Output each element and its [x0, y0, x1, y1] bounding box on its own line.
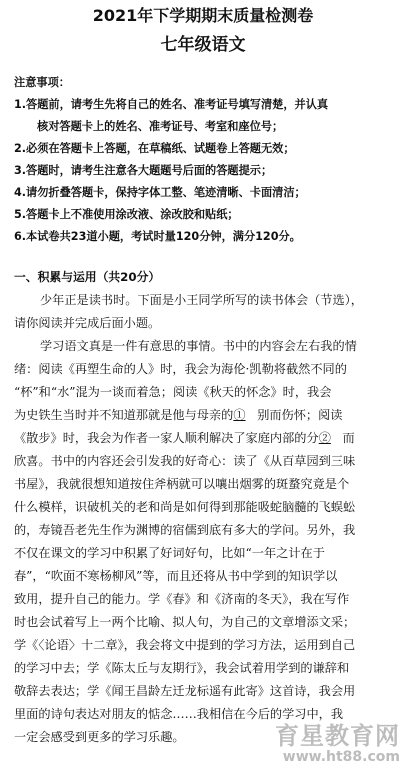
- notice-line-1: 1.答题前，请考生先将自己的姓名、准考证号填写清楚，并认真: [14, 98, 329, 111]
- passage-line: 敬辞去表达；学《闻王昌龄左迁龙标遥有此寄》这首诗，我会用: [14, 684, 356, 698]
- notice-line-5: 5.答题卡上不准使用涂改液、涂改胶和贴纸；: [14, 208, 239, 221]
- passage-line: 春”，“吹面不寒杨柳风”等，而且还将从书中学到的知识学以: [14, 569, 338, 583]
- notice-line-3: 3.答题时，请考生注意各大题题号后面的答题提示；: [14, 164, 273, 177]
- passage-line: 绪：阅读《再塑生命的人》时，我会为海伦·凯勒将截然不同的: [14, 362, 347, 376]
- passage-line: 的学习中去；学《陈太丘与友期行》，我会试着用学到的谦辞和: [14, 661, 350, 675]
- passage-line: 什么模样，识破机关的老和尚是如何得到那能吸蛇脑髓的飞蜈蚣: [14, 500, 356, 514]
- blank-2-space: [331, 431, 343, 445]
- site-watermark: [275, 723, 400, 765]
- passage-text: 别而伤怀；阅读: [257, 408, 343, 422]
- passage-line-with-blank-1: [14, 406, 396, 423]
- watermark-text: 育星教育网: [275, 722, 400, 750]
- blank-1-space: [246, 408, 258, 422]
- passage-text: 而: [342, 431, 355, 445]
- passage-line: 致用，提升自己的能力。学《春》和《济南的冬天》，我在写作: [14, 592, 350, 606]
- passage-line: 学《〈论语〉十二章》，我会将文中提到的学习方法，运用到自己: [14, 638, 356, 652]
- passage-line: 欣喜。书中的内容还会引发我的好奇心：读了《从百草园到三味: [14, 454, 356, 468]
- passage-text: 为史铁生当时并不知道那就是他与母亲的: [14, 408, 234, 422]
- notice-line-1-cont: 核对答题卡上的姓名、准考证号、考室和座位号；: [37, 120, 284, 133]
- notice-line-2: 2.必须在答题卡上答题，在草稿纸、试题卷上答题无效；: [14, 142, 295, 155]
- passage-text: 《散步》时，我会为作者一家人顺利解决了家庭内部的分: [14, 431, 319, 445]
- passage-line: 学习语文真是一件有意思的事情。书中的内容会左右我的情: [40, 339, 357, 353]
- section-intro-2: 请你阅读并完成后面小题。: [14, 316, 161, 330]
- passage-line: “杯”和“水”混为一谈而着急；阅读《秋天的怀念》时，我会: [14, 385, 332, 399]
- notice-line-6: 6.本试卷共23道小题，考试时量120分钟，满分120分。: [14, 230, 301, 243]
- blank-2-marker: ②: [318, 431, 331, 445]
- notice-line-4: 4.请勿折叠答题卡，保持字体工整、笔迹清晰、卡面清洁；: [14, 186, 306, 199]
- exam-title: 2021年下学期期末质量检测卷: [92, 6, 314, 25]
- passage-line: 不仅在课文的学习中积累了好词好句，比如“一年之计在于: [14, 546, 325, 560]
- exam-subject: 七年级语文: [160, 35, 246, 55]
- blank-1-marker: ①: [233, 408, 246, 422]
- section-intro-1: 少年正是读书时。下面是小王同学所写的读书体会（节选），: [40, 293, 363, 307]
- passage-line: 时也会试着写上一两个比喻、拟人句，为自己的文章增添文采；: [14, 615, 356, 629]
- passage-line-with-blank-2: [14, 429, 396, 446]
- notice-heading: 注意事项：: [14, 76, 70, 89]
- passage-line: 里面的诗句表达对朋友的惦念……我相信在今后的学习中，我: [14, 707, 344, 721]
- passage-line: 一定会感受到更多的学习乐趣。: [14, 730, 185, 744]
- section-heading: 一、积累与运用（共20分）: [14, 270, 161, 284]
- watermark-url: www.ht88.com: [282, 749, 400, 765]
- passage-line: 书屋》，我就很想知道按住斧柄就可以嚷出烟雾的斑蝥究竟是个: [14, 477, 350, 491]
- passage-line: 的，寿镜吾老先生作为渊博的宿儒到底有多大的学问。另外，我: [14, 523, 356, 537]
